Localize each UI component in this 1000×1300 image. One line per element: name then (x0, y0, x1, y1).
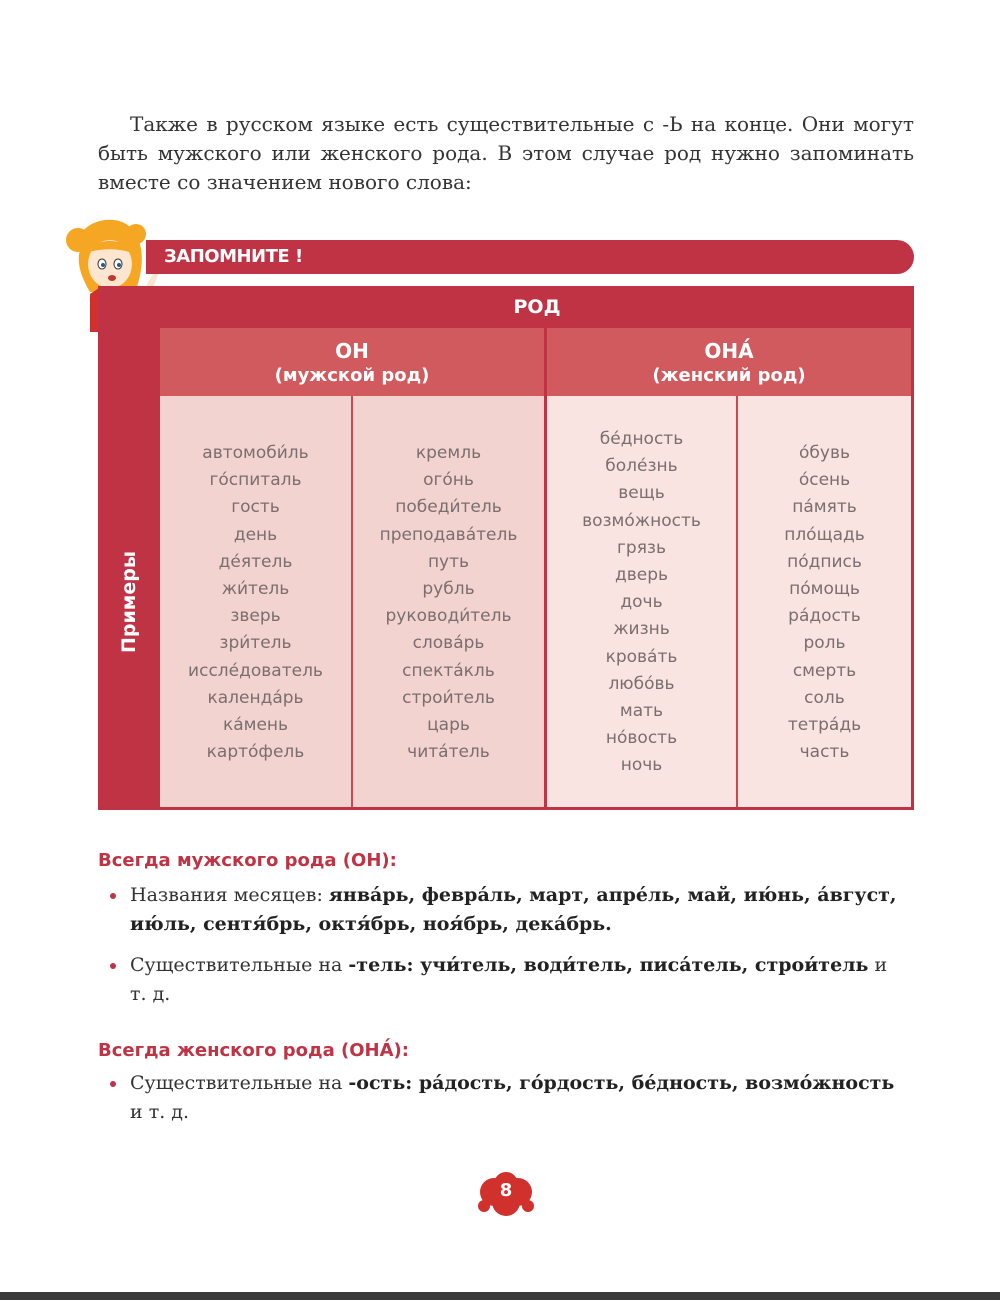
example-word: любо́вь (608, 673, 675, 694)
example-word: го́спиталь (209, 470, 302, 491)
masculine-rule-tel (130, 951, 900, 1009)
example-word: царь (427, 715, 470, 736)
example-word: жизнь (613, 619, 670, 640)
example-word: руководи́тель (385, 606, 512, 627)
rule-examples: янва́рь, февра́ль, март, апре́ль, май, ию́нь, а́вгуст, ию́ль, сентя́брь, октя́брь, ноя́брь, дека́брь. (130, 884, 897, 935)
intro-paragraph: Также в русском языке есть существительные с -Ь на конце. Они могут быть мужского или женского рода. В этом случае род нужно запоминать вместе со значением нового слова: (98, 112, 914, 194)
example-word: боле́знь (605, 456, 678, 477)
example-word: роль (803, 633, 846, 654)
example-word: пло́щадь (784, 524, 865, 545)
page-number: 8 (499, 1180, 513, 1201)
example-word: по́дпись (787, 551, 862, 572)
feminine-rules-heading: Всегда женского рода (ОНА́): (98, 1040, 409, 1061)
example-word: преподава́тель (379, 524, 518, 545)
example-word: возмо́жность (582, 510, 701, 531)
example-word: дочь (620, 592, 663, 613)
feminine-rule-ost (130, 1069, 900, 1127)
masculine-title: ОН (335, 339, 369, 363)
example-word: карто́фель (206, 742, 305, 763)
example-word: путь (427, 551, 470, 572)
example-word: ра́дость (788, 606, 861, 627)
page-number-badge (474, 1170, 538, 1220)
example-word: день (233, 524, 278, 545)
rule-text: Названия месяцев: (130, 884, 329, 906)
example-word: вещь (618, 483, 665, 504)
example-word: смерть (792, 660, 857, 681)
feminine-header (547, 328, 911, 396)
bullet-icon (110, 893, 116, 899)
column-divider (736, 396, 738, 810)
table-right-border (911, 328, 914, 810)
bullet-icon (110, 963, 116, 969)
example-word: спекта́кль (402, 660, 495, 681)
example-word: кремль (415, 443, 482, 463)
masculine-rules-heading: Всегда мужского рода (ОН): (98, 850, 397, 871)
example-word: ка́мень (222, 715, 289, 736)
example-word: победи́тель (395, 497, 502, 518)
bullet-icon (110, 1081, 116, 1087)
examples-label: Примеры (118, 550, 140, 654)
masculine-rule-months (130, 881, 900, 939)
rule-examples: -тель: учи́тель, води́тель, писа́тель, строи́тель (348, 954, 869, 976)
example-word: часть (799, 742, 850, 763)
rule-suffix: и т. д. (130, 1101, 190, 1123)
example-word: рубль (422, 579, 475, 600)
remember-label: ЗАПОМНИТЕ ! (164, 246, 303, 267)
feminine-column-1 (547, 396, 736, 810)
example-word: по́мощь (789, 579, 860, 600)
example-word: тетра́дь (787, 715, 862, 736)
example-word: ночь (620, 755, 663, 776)
example-word: чита́тель (407, 742, 490, 763)
example-word: де́ятель (218, 551, 293, 572)
example-word: строи́тель (402, 687, 495, 708)
remember-banner (146, 240, 914, 274)
masculine-header (160, 328, 544, 396)
rule-text: Существительные на (130, 1072, 349, 1094)
example-word: грязь (616, 537, 666, 558)
examples-side-header (98, 286, 160, 810)
example-word: жи́тель (221, 579, 290, 600)
example-word: о́бувь (799, 443, 850, 463)
example-word: мать (619, 701, 664, 722)
rule-suffix: и т. д. (130, 954, 888, 1005)
rule-text: Существительные на (130, 954, 349, 976)
example-word: бе́дность (599, 429, 684, 449)
example-word: соль (804, 687, 845, 708)
rule-examples: -ость: ра́дость, го́рдость, бе́дность, возмо́жность (348, 1072, 895, 1094)
example-word: гость (231, 497, 280, 518)
example-word: слова́рь (412, 633, 485, 654)
masculine-column-1 (160, 396, 351, 810)
column-divider (351, 396, 353, 810)
example-word: ого́нь (423, 470, 474, 491)
masculine-column-2 (353, 396, 544, 810)
gender-header: РОД (160, 286, 914, 328)
gender-divider (544, 328, 547, 810)
feminine-column-2 (738, 396, 911, 810)
example-word: иссле́дователь (188, 660, 323, 681)
example-word: дверь (614, 565, 669, 586)
example-word: па́мять (792, 497, 857, 518)
example-word: автомоби́ль (202, 443, 309, 463)
example-word: календа́рь (207, 687, 304, 708)
gender-table (98, 286, 914, 810)
example-word: зверь (230, 606, 281, 627)
feminine-title: ОНА́ (704, 339, 754, 363)
viewer-bottom-bar (0, 1292, 1000, 1300)
example-word: но́вость (605, 728, 678, 749)
table-bottom-border (160, 807, 914, 810)
masculine-subtitle: (мужской род) (274, 365, 430, 386)
feminine-subtitle: (женский род) (652, 365, 806, 386)
example-word: крова́ть (605, 646, 678, 667)
example-word: зри́тель (219, 633, 292, 654)
example-word: о́сень (798, 470, 851, 491)
